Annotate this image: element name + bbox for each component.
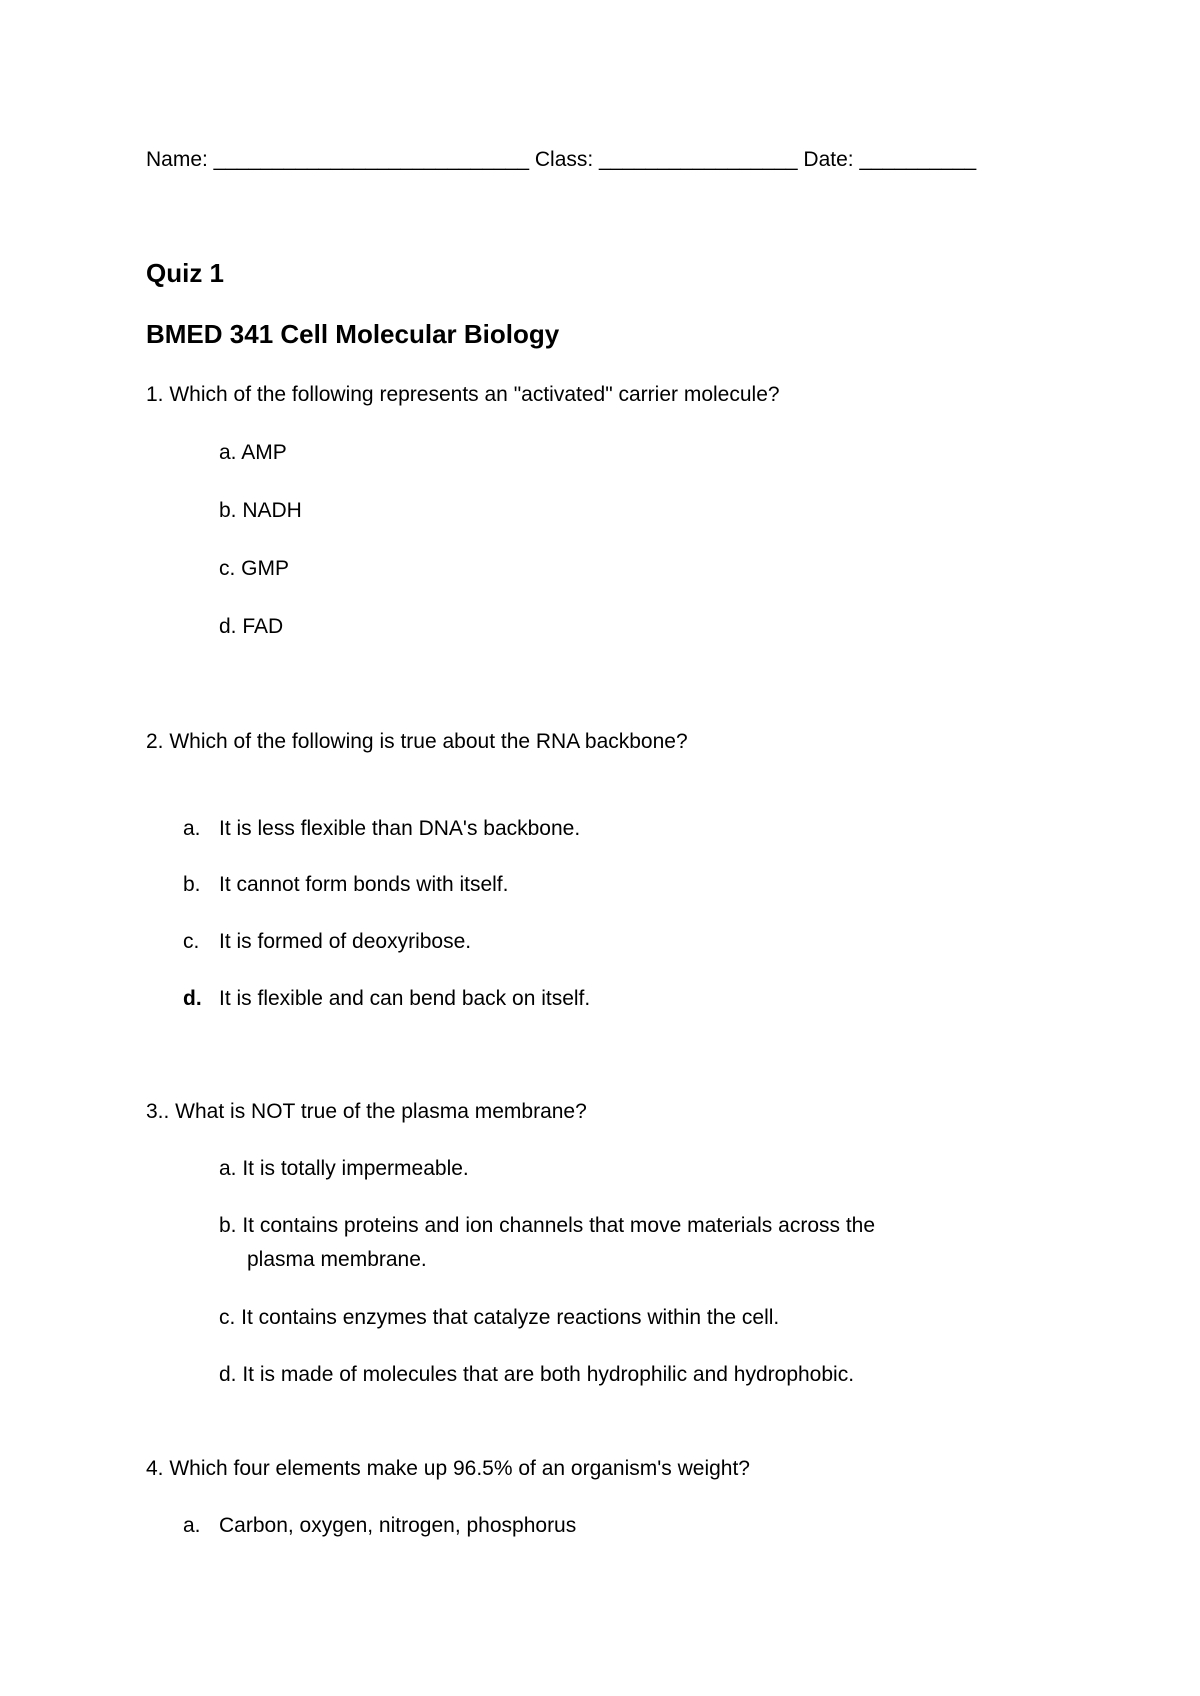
question-1-prompt: 1. Which of the following represents an "activated" carrier molecule?	[146, 383, 780, 406]
question-3-option-c: c. It contains enzymes that catalyze reactions within the cell.	[219, 1306, 780, 1329]
question-3-prompt: 3.. What is NOT true of the plasma membrane?	[146, 1100, 587, 1123]
question-1-option-d: d. FAD	[219, 615, 284, 638]
question-2-option-c-letter: c.	[183, 930, 200, 953]
question-2-option-b-letter: b.	[183, 873, 201, 896]
question-3-option-a: a. It is totally impermeable.	[219, 1157, 469, 1180]
question-3-option-d: d. It is made of molecules that are both hydrophilic and hydrophobic.	[219, 1363, 855, 1386]
question-2-option-b-text: It cannot form bonds with itself.	[219, 873, 509, 896]
question-3-option-b: b. It contains proteins and ion channels that move materials across the	[219, 1214, 876, 1237]
question-1-option-a: a. AMP	[219, 441, 287, 464]
question-4-option-a-letter: a.	[183, 1514, 201, 1537]
student-info-line: Name: ___________________________ Class: _________________ Date: __________	[146, 148, 977, 171]
question-2-option-d-letter: d.	[183, 987, 202, 1010]
question-2-prompt: 2. Which of the following is true about the RNA backbone?	[146, 730, 688, 753]
question-2-option-a-text: It is less flexible than DNA's backbone.	[219, 817, 581, 840]
question-3-option-b-continued: plasma membrane.	[247, 1248, 427, 1271]
question-1-option-b: b. NADH	[219, 499, 302, 522]
question-4-option-a-text: Carbon, oxygen, nitrogen, phosphorus	[219, 1514, 577, 1537]
question-4-prompt: 4. Which four elements make up 96.5% of an organism's weight?	[146, 1457, 750, 1480]
course-title: BMED 341 Cell Molecular Biology	[146, 319, 560, 349]
question-2-option-c-text: It is formed of deoxyribose.	[219, 930, 472, 953]
question-2-option-a-letter: a.	[183, 817, 201, 840]
question-2-option-d-text: It is flexible and can bend back on itself.	[219, 987, 591, 1010]
question-1-option-c: c. GMP	[219, 557, 290, 580]
quiz-title: Quiz 1	[146, 258, 225, 288]
